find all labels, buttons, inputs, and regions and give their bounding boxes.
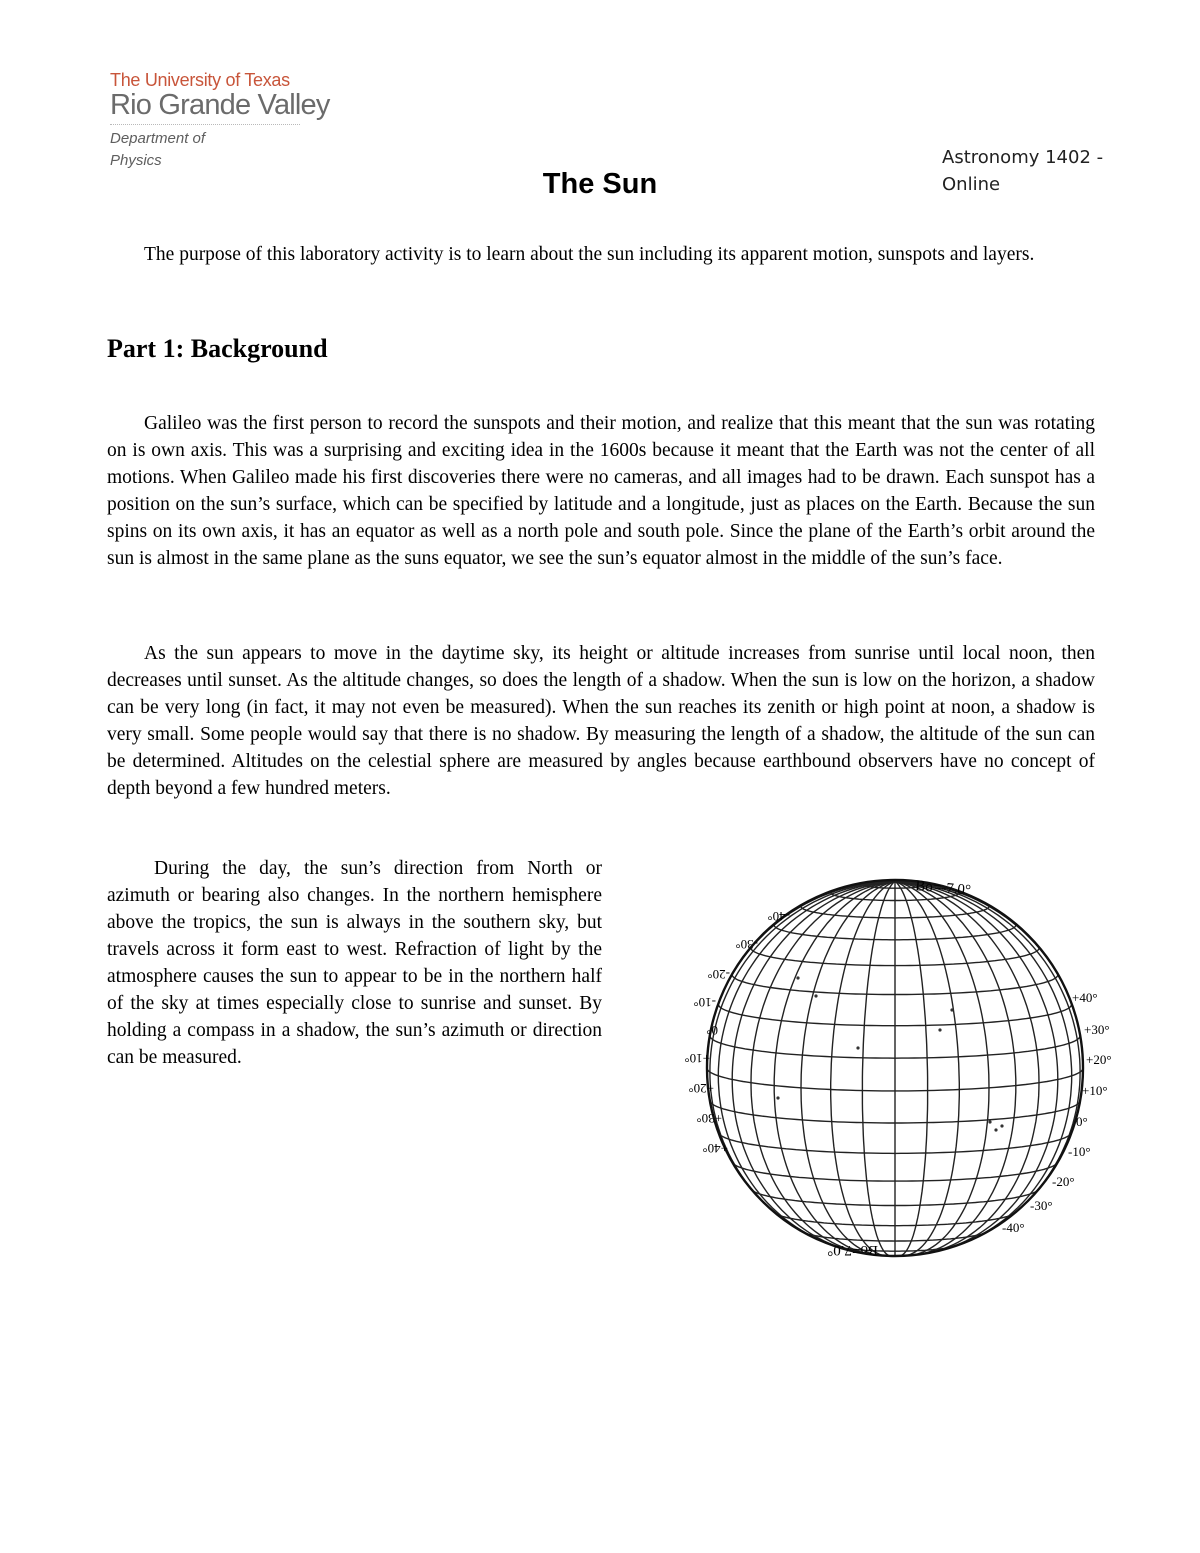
sunspot-mark: [950, 1008, 953, 1011]
sunspot-mark: [988, 1120, 991, 1123]
paragraph-altitude: [107, 640, 1095, 802]
paragraph-altitude-text: As the sun appears to move in the daytime sky, its height or altitude increases from sunrise until local noon, then decreases until sunset. As the altitude changes, so does the length of a shadow. When the sun is low on the horizon, a shadow can be very long (in fact, it may not even be measured). When the sun reaches its zenith or high point at noon, a shadow is very small. Some people would say that there is no shadow. By measuring the length of a shadow, the altitude of the sun can be determined. Altitudes on the celestial sphere are measured by angles because earthbound observers have no concept of depth beyond a few hundred meters.: [107, 643, 1095, 799]
logo-university-line: The University of Texas: [110, 70, 290, 90]
longitude-line: [862, 881, 895, 1256]
section-heading: Part 1: Background: [107, 334, 328, 363]
logo-divider: [110, 124, 300, 125]
left-lat-label: 0°: [706, 1023, 718, 1038]
top-b0-label: Bo=-7.0°: [914, 878, 972, 899]
left-lat-label: +20°: [688, 1081, 714, 1096]
longitude-line: [895, 881, 928, 1256]
university-logo: [110, 70, 340, 169]
left-lat-label: +30°: [696, 1111, 722, 1126]
course-label-line-2: Online: [942, 174, 1001, 195]
right-lat-label: -20°: [1052, 1174, 1075, 1189]
left-lat-label: -20°: [707, 967, 730, 982]
logo-department-line-1: Department of: [110, 130, 206, 147]
right-lat-label: +40°: [1072, 990, 1098, 1005]
longitude-line: [895, 881, 989, 1255]
left-lat-label: -10°: [693, 995, 716, 1010]
left-lat-label: -30°: [735, 937, 758, 952]
sunspot-mark: [776, 1096, 779, 1099]
sunspot-mark: [1000, 1124, 1003, 1127]
paragraph-azimuth: [107, 855, 602, 1071]
sunspot-mark: [796, 976, 799, 979]
paragraph-galileo-text: Galileo was the first person to record the sunspots and their motion, and realize that this meant that the sun was rotating on is own axis. This was a surprising and exciting idea in the 1600s because it meant that the Earth was not the center of all motions. When Galileo made his first discoveries there were no cameras, and all images had to be drawn. Each sunspot has a position on the sun’s surface, which can be specified by latitude and a longitude, just as places on the Earth. Because the sun spins on its own axis, it has an equator as well as a north pole and south pole. Since the plane of the Earth’s orbit around the sun is almost in the same plane as the suns equator, we see the sun’s equator almost in the middle of the sun’s face.: [107, 413, 1095, 569]
logo-department-line-2: Physics: [110, 152, 162, 169]
sunspot-mark: [856, 1046, 859, 1049]
left-lat-label: +40°: [702, 1141, 728, 1156]
paragraph-azimuth-text: During the day, the sun’s direction from North or azimuth or bearing also changes. In the northern hemisphere above the tropics, the sun is always in the southern sky, but travels across it form east to west. Refraction of light by the atmosphere causes the sun to appear to be in the northern half of the sky at times especially close to sunrise and sunset. By holding a compass in a shadow, the sun’s azimuth or direction can be measured.: [107, 858, 602, 1068]
paragraph-galileo: [107, 410, 1095, 572]
logo-campus-line: Rio Grande Valley: [110, 89, 330, 121]
intro-paragraph: [107, 241, 1095, 268]
left-lat-label: +10°: [684, 1051, 710, 1066]
page-title: The Sun: [542, 168, 658, 200]
sun-grid-figure: [640, 860, 1155, 1275]
right-lat-label: -10°: [1068, 1144, 1091, 1159]
longitude-line: [801, 881, 895, 1255]
right-lat-label: +10°: [1082, 1083, 1108, 1098]
right-lat-label: +30°: [1084, 1022, 1110, 1037]
right-lat-label: -40°: [1002, 1220, 1025, 1235]
sunspot-mark: [814, 994, 817, 997]
course-label-line-1: Astronomy 1402 -: [942, 147, 1104, 168]
sunspot-mark: [938, 1028, 941, 1031]
intro-text: The purpose of this laboratory activity is to learn about the sun including its apparent motion, sunspots and layers.: [144, 244, 1035, 265]
right-lat-label: -30°: [1030, 1198, 1053, 1213]
right-lat-label: 0°: [1076, 1114, 1088, 1129]
bottom-b0-label: Bo=7.0°: [827, 1242, 878, 1258]
left-lat-label: -40°: [767, 909, 790, 924]
sunspot-mark: [994, 1128, 997, 1131]
right-lat-label: +20°: [1086, 1052, 1112, 1067]
sun-globe-grid: [707, 880, 1083, 1256]
